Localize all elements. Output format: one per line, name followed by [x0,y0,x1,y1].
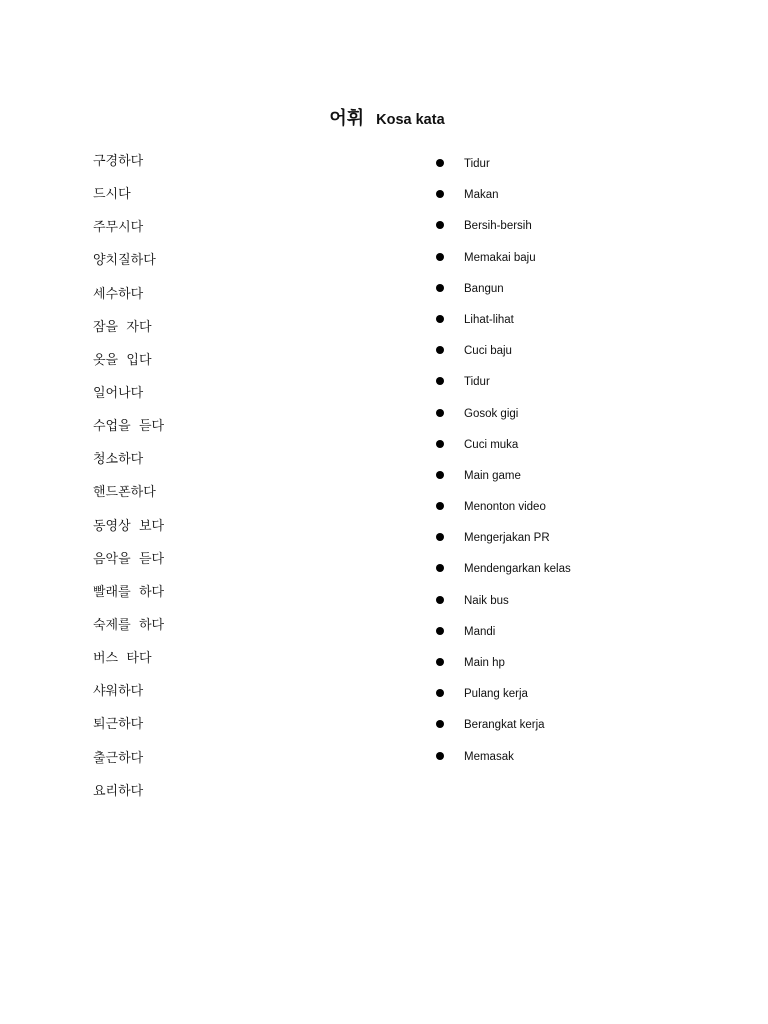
korean-word-item: 음악을 듣다 [93,551,165,567]
indonesian-word-item [434,186,571,217]
bullet-icon [436,471,444,479]
indonesian-word-label: Makan [464,189,499,202]
indonesian-word-item [434,467,571,498]
bullet-icon [436,377,444,385]
korean-word-item: 잠을 자다 [93,319,152,335]
korean-word-item: 동영상 보다 [93,518,165,534]
indonesian-word-item [434,623,571,654]
korean-word-item: 요리하다 [93,783,144,799]
indonesian-word-item [434,529,571,560]
bullet-icon [436,720,444,728]
korean-word-item: 양치질하다 [93,253,156,269]
indonesian-word-item [434,311,571,342]
korean-word-item: 퇴근하다 [93,717,144,733]
indonesian-word-label: Tidur [464,158,490,170]
indonesian-word-label: Bersih-bersih [464,220,532,233]
indonesian-word-item [434,217,571,248]
korean-word-item: 청소하다 [93,452,144,468]
indonesian-word-label: Mendengarkan kelas [464,563,571,576]
title-korean: 어휘 [329,108,365,129]
indonesian-word-item [434,748,571,779]
indonesian-word-label: Tidur [464,376,490,389]
indonesian-word-item [434,155,571,186]
korean-word-item: 주무시다 [93,220,144,236]
bullet-icon [436,440,444,448]
indonesian-word-label: Pulang kerja [464,688,528,701]
title-indonesian: Kosa kata [376,112,445,128]
bullet-icon [436,253,444,261]
indonesian-word-item [434,685,571,716]
indonesian-word-label: Main game [464,469,521,482]
indonesian-word-label: Memakai baju [464,251,536,264]
bullet-icon [436,190,444,198]
korean-word-item: 옷을 입다 [93,352,152,368]
bullet-icon [436,159,444,167]
indonesian-word-label: Mandi [464,625,496,638]
indonesian-word-label: Naik bus [464,594,509,607]
indonesian-word-label: Mengerjakan PR [464,532,550,545]
bullet-icon [436,502,444,510]
korean-word-list [93,150,164,813]
indonesian-word-item [434,373,571,404]
indonesian-word-label: Gosok gigi [464,407,519,420]
indonesian-word-label: Berangkat kerja [464,719,545,732]
indonesian-word-item [434,560,571,591]
indonesian-word-list [434,155,571,779]
indonesian-word-item [434,249,571,280]
indonesian-word-label: Menonton video [464,501,546,514]
indonesian-word-item [434,498,571,529]
indonesian-word-item [434,716,571,747]
indonesian-word-label: Lihat-lihat [464,313,514,326]
bullet-icon [436,627,444,635]
korean-word-item: 일어나다 [93,385,144,401]
korean-word-item: 숙제를 하다 [93,617,165,633]
bullet-icon [436,596,444,604]
korean-word-item: 샤워하다 [93,684,144,700]
bullet-icon [436,346,444,354]
korean-word-item: 버스 타다 [93,651,152,667]
korean-word-item: 핸드폰하다 [93,485,156,501]
indonesian-word-item [434,405,571,436]
bullet-icon [436,689,444,697]
bullet-icon [436,284,444,292]
indonesian-word-item [434,342,571,373]
korean-word-item: 출근하다 [93,750,144,766]
korean-word-item: 드시다 [93,187,131,203]
korean-word-item: 구경하다 [93,154,144,169]
bullet-icon [436,409,444,417]
indonesian-word-item [434,654,571,685]
indonesian-word-item [434,280,571,311]
indonesian-word-label: Main hp [464,657,505,669]
bullet-icon [436,658,444,666]
bullet-icon [436,315,444,323]
page-title [0,104,768,130]
indonesian-word-label: Cuci baju [464,345,512,358]
indonesian-word-item [434,592,571,623]
bullet-icon [436,221,444,229]
indonesian-word-label: Memasak [464,750,514,763]
indonesian-word-label: Cuci muka [464,438,519,451]
korean-word-item: 세수하다 [93,286,144,302]
bullet-icon [436,752,444,760]
indonesian-word-item [434,436,571,467]
bullet-icon [436,533,444,541]
korean-word-item: 수업을 듣다 [93,419,165,435]
korean-word-item: 빨래를 하다 [93,584,165,600]
bullet-icon [436,564,444,572]
indonesian-word-label: Bangun [464,282,504,295]
